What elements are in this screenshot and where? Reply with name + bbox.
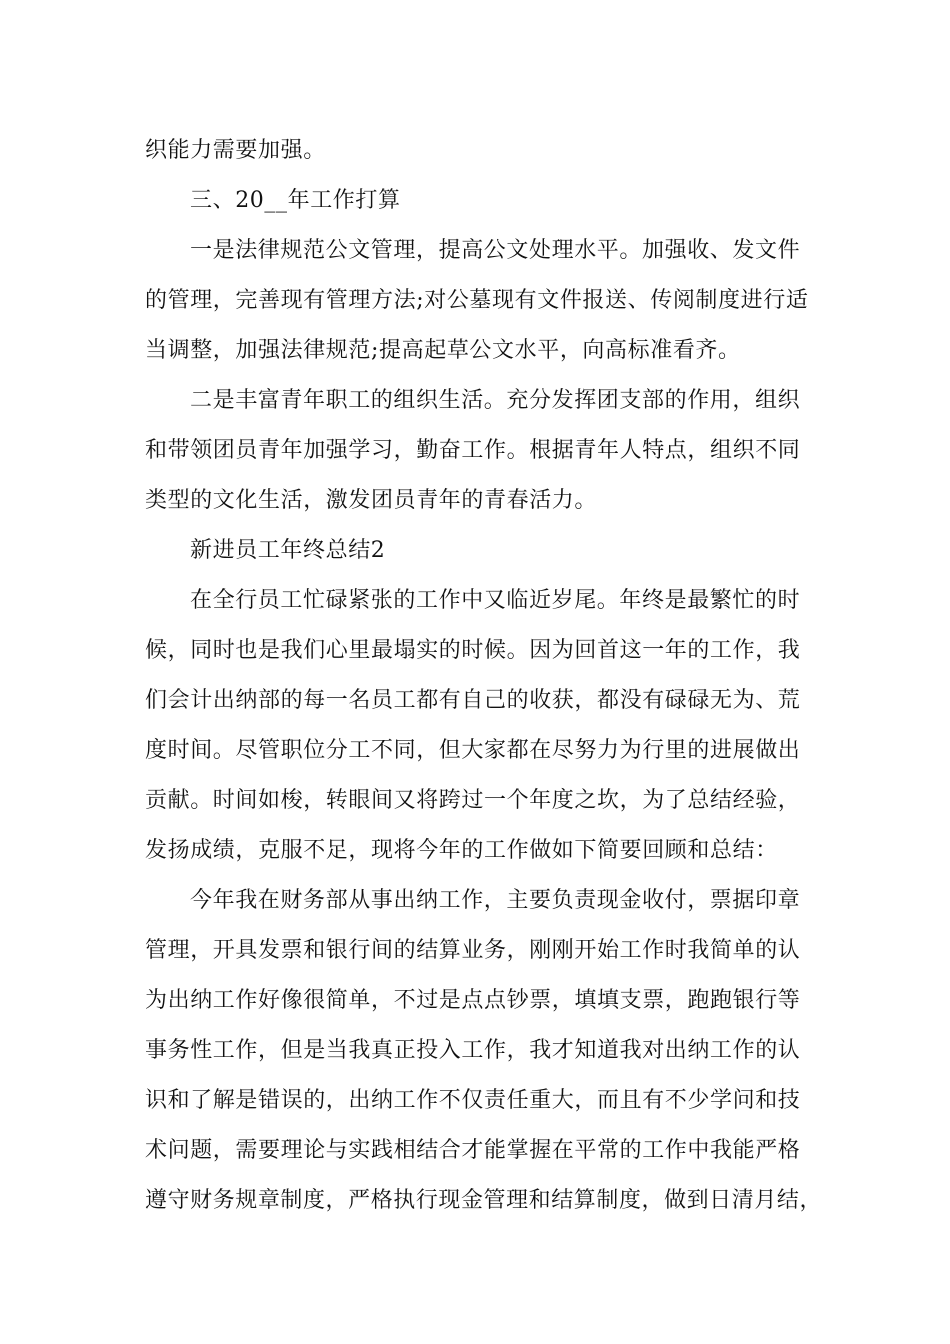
text-line: 织能力需要加强。 bbox=[145, 138, 326, 163]
text-line: 们会计出纳部的每一名员工都有自己的收获，都没有碌碌无为、荒 bbox=[145, 688, 801, 713]
text-line: 候，同时也是我们心里最塌实的时候。因为回首这一年的工作，我 bbox=[145, 638, 801, 663]
text-line: 的管理，完善现有管理方法;对公墓现有文件报送、传阅制度进行适 bbox=[145, 288, 809, 313]
text-line: 遵守财务规章制度，严格执行现金管理和结算制度，做到日清月结， bbox=[145, 1188, 823, 1213]
text-line: 和带领团员青年加强学习，勤奋工作。根据青年人特点，组织不同 bbox=[145, 438, 801, 463]
section-heading: 新进员工年终总结2 bbox=[190, 538, 386, 563]
text-line: 度时间。尽管职位分工不同，但大家都在尽努力为行里的进展做出 bbox=[145, 738, 801, 763]
text-line: 二是丰富青年职工的组织生活。充分发挥团支部的作用，组织 bbox=[190, 388, 801, 413]
text-line: 当调整，加强法律规范;提高起草公文水平，向高标准看齐。 bbox=[145, 338, 741, 363]
text-line: 贡献。时间如梭，转眼间又将跨过一个年度之坎，为了总结经验， bbox=[145, 788, 801, 813]
text-line: 今年我在财务部从事出纳工作，主要负责现金收付，票据印章 bbox=[190, 888, 801, 913]
section-heading: 三、20__年工作打算 bbox=[190, 188, 401, 213]
text-line: 一是法律规范公文管理，提高公文处理水平。加强收、发文件 bbox=[190, 238, 801, 263]
text-line: 在全行员工忙碌紧张的工作中又临近岁尾。年终是最繁忙的时 bbox=[190, 588, 801, 613]
text-line: 管理，开具发票和银行间的结算业务，刚刚开始工作时我简单的认 bbox=[145, 938, 801, 963]
text-line: 事务性工作，但是当我真正投入工作，我才知道我对出纳工作的认 bbox=[145, 1038, 801, 1063]
text-line: 术问题，需要理论与实践相结合才能掌握在平常的工作中我能严格 bbox=[145, 1138, 801, 1163]
text-line: 为出纳工作好像很简单，不过是点点钞票，填填支票，跑跑银行等 bbox=[145, 988, 801, 1013]
text-line: 识和了解是错误的，出纳工作不仅责任重大，而且有不少学问和技 bbox=[145, 1088, 801, 1113]
text-line: 类型的文化生活，激发团员青年的青春活力。 bbox=[145, 488, 598, 513]
text-line: 发扬成绩，克服不足，现将今年的工作做如下简要回顾和总结： bbox=[145, 838, 778, 863]
